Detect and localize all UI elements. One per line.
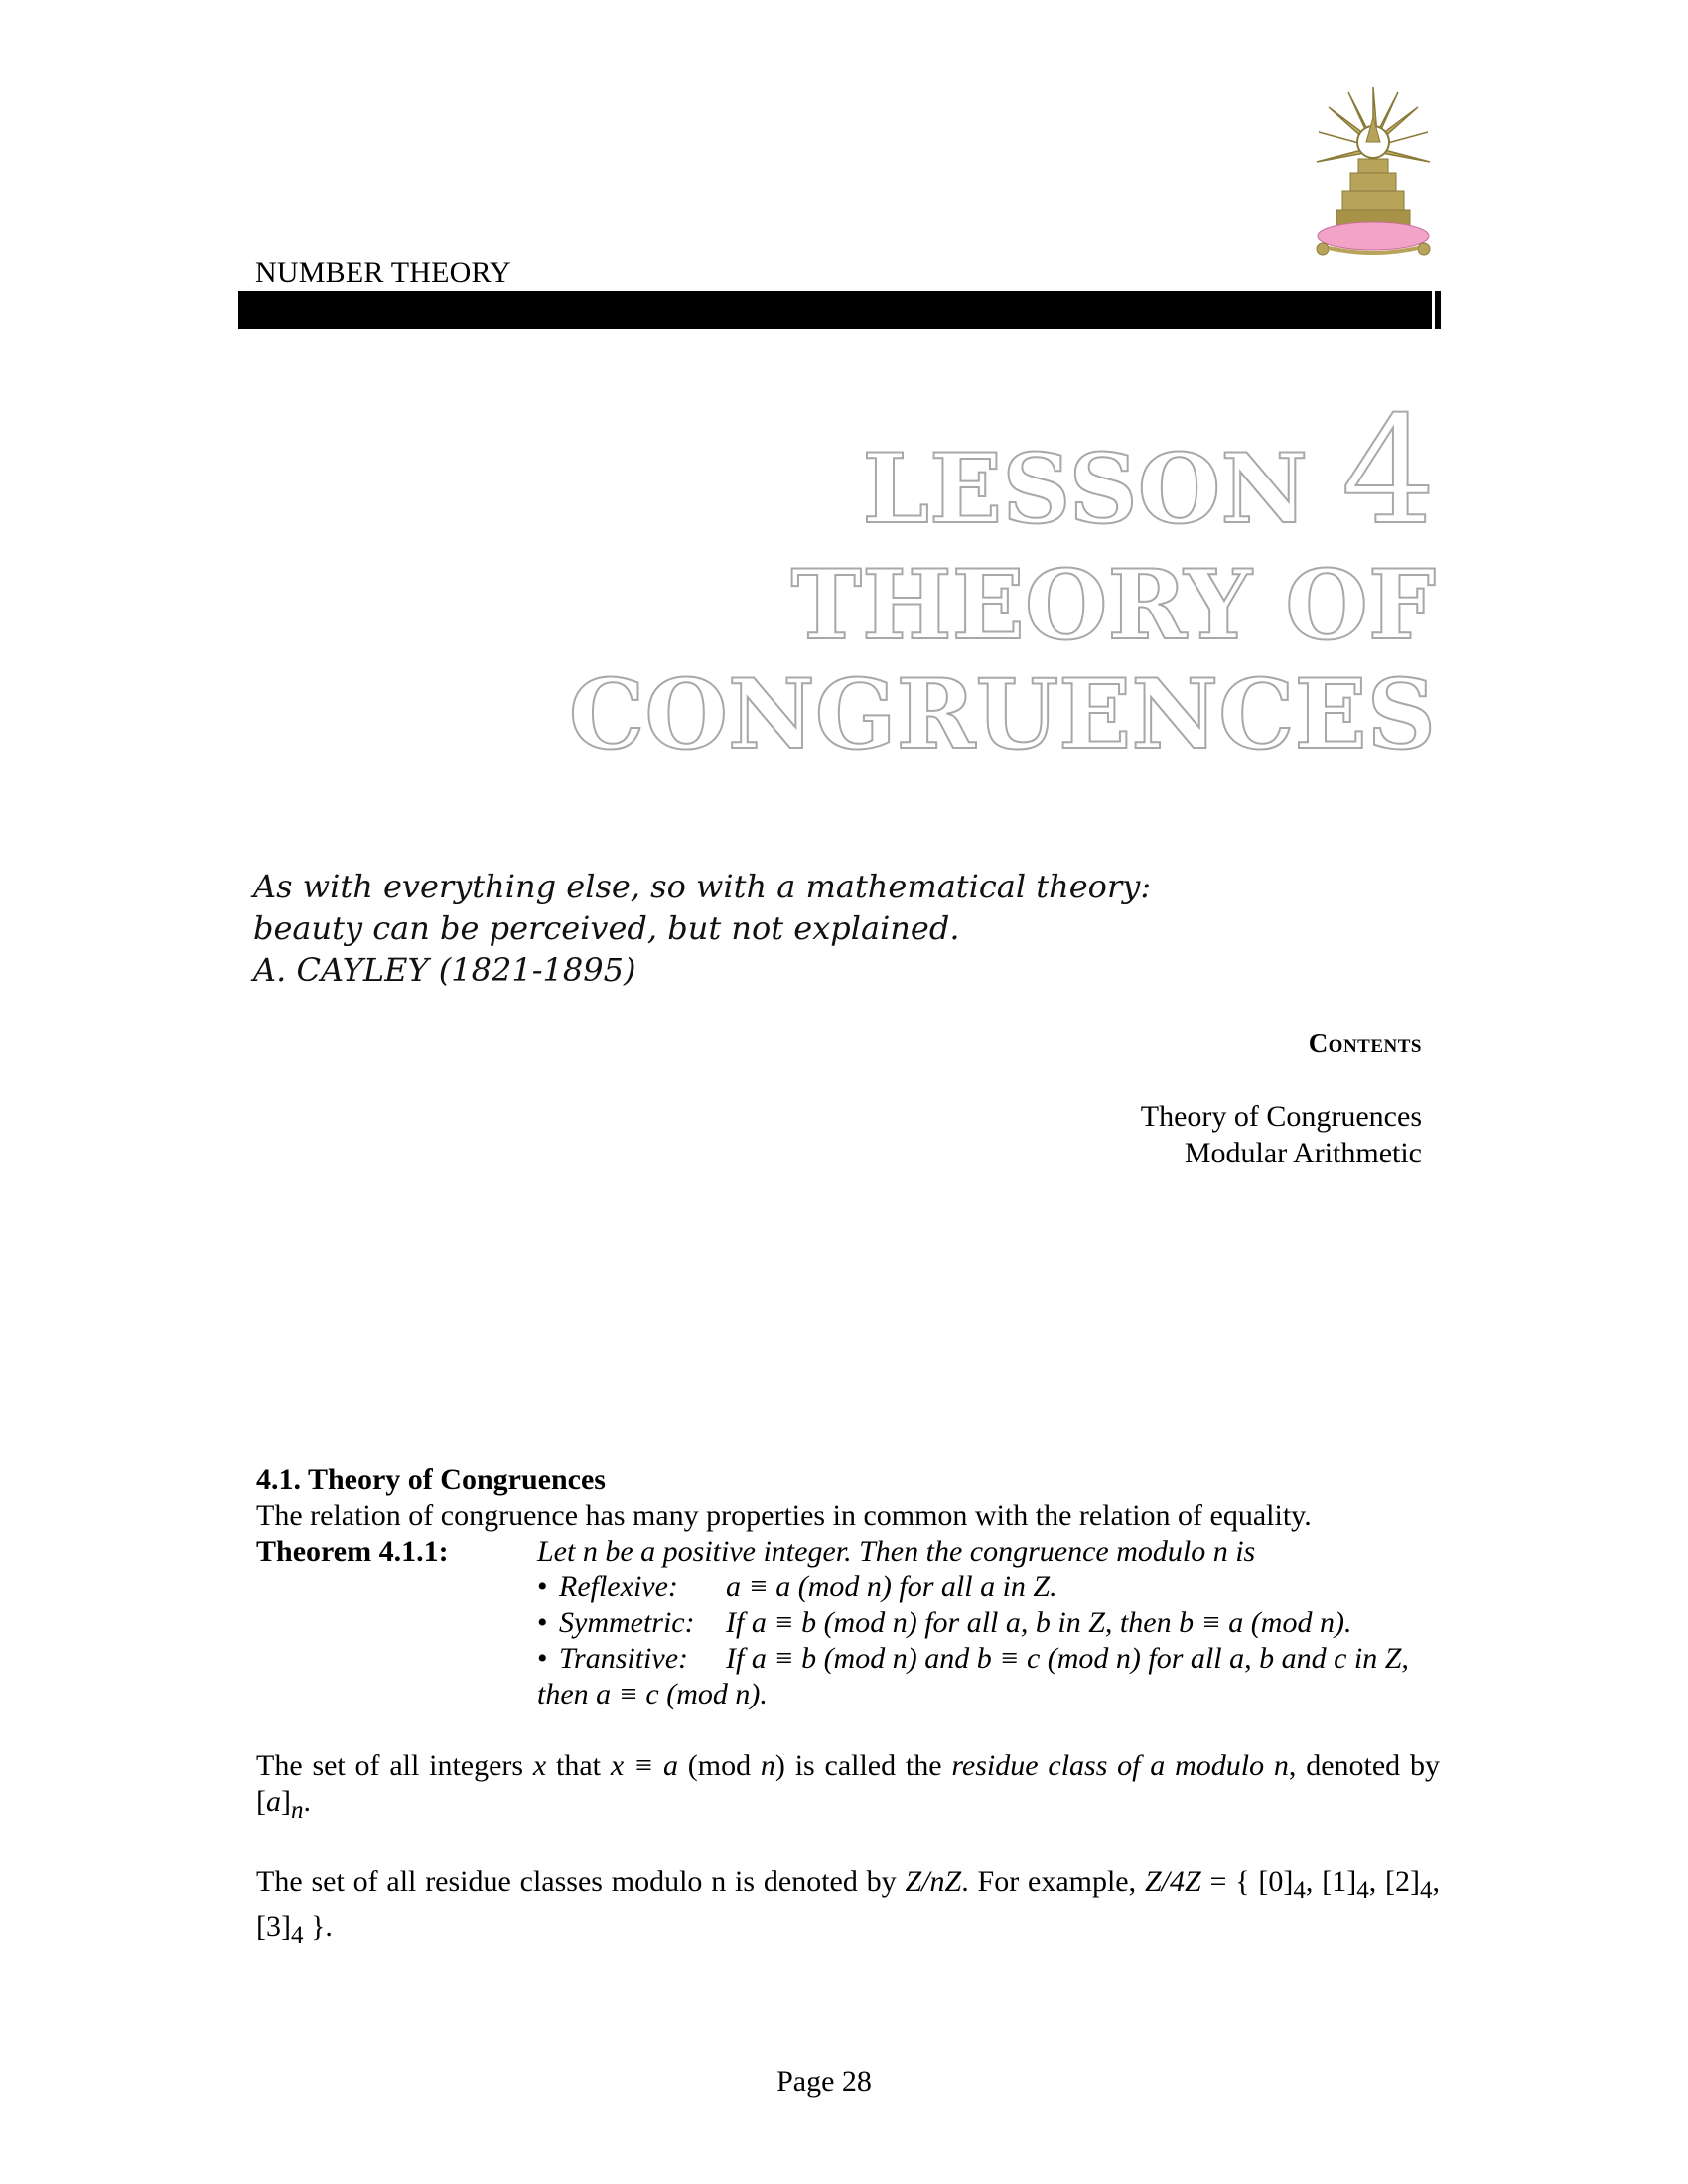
property-text: If a ≡ b (mod n) and b ≡ c (mod n) for all a, b and c in Z, xyxy=(726,1642,1409,1675)
header-bar xyxy=(238,291,1441,329)
page-number: Page 28 xyxy=(776,2065,872,2098)
lesson-word: LESSON xyxy=(862,433,1309,545)
theorem-label: Theorem 4.1.1: xyxy=(256,1535,449,1568)
epigraph-quote xyxy=(253,866,1151,991)
property-item xyxy=(537,1641,1440,1677)
section-4-1 xyxy=(256,1462,1440,1954)
theorem-properties xyxy=(537,1570,1440,1712)
contents-item: Modular Arithmetic xyxy=(1184,1137,1422,1169)
property-item xyxy=(537,1605,1440,1641)
property-name: Transitive: xyxy=(559,1642,689,1675)
theorem-statement: Let n be a positive integer. Then the congruence modulo n is xyxy=(537,1535,1256,1568)
section-title: 4.1. Theory of Congruences xyxy=(256,1463,606,1496)
chakra-crown-emblem-icon xyxy=(1309,87,1438,266)
quote-line-1: As with everything else, so with a mathematical theory: xyxy=(253,868,1152,905)
lesson-title xyxy=(568,385,1436,770)
contents-heading: Contents xyxy=(1308,1028,1422,1058)
lesson-title-line1: THEORY OF xyxy=(790,549,1436,661)
bullet-icon: • xyxy=(537,1606,548,1639)
quote-author: A. CAYLEY (1821-1895) xyxy=(253,951,636,989)
quote-line-2: beauty can be perceived, but not explained. xyxy=(253,909,960,947)
property-text: a ≡ a (mod n) for all a in Z. xyxy=(726,1570,1057,1603)
contents-list xyxy=(1141,1098,1422,1171)
bullet-icon: • xyxy=(537,1570,548,1603)
section-intro: The relation of congruence has many properties in common with the relation of equality. xyxy=(256,1499,1312,1532)
property-text: If a ≡ b (mod n) for all a, b in Z, then b ≡ a (mod n). xyxy=(726,1606,1352,1639)
residue-set-paragraph: The set of all residue classes modulo n is denoted by Z/nZ. For example, Z/4Z = { $[0]_4$, $[1]_4$, $[2]_4$, $[3]_4$ }. xyxy=(256,1865,1440,1949)
property-item xyxy=(537,1570,1440,1605)
theorem xyxy=(256,1534,1440,1570)
property-name: Symmetric: xyxy=(559,1606,695,1639)
lesson-title-line2: CONGRUENCES xyxy=(568,658,1436,770)
running-header: NUMBER THEORY xyxy=(255,256,511,289)
contents-item: Theory of Congruences xyxy=(1140,1100,1422,1133)
bullet-icon: • xyxy=(537,1642,548,1675)
property-name: Reflexive: xyxy=(559,1570,678,1603)
property-continuation: then a ≡ c (mod n). xyxy=(537,1678,768,1710)
residue-class-paragraph: The set of all integers x that x ≡ a (mod n) is called the residue class of a modulo n, denoted by $[a]_n$. xyxy=(256,1749,1440,1824)
lesson-number: 4 xyxy=(1340,385,1436,558)
